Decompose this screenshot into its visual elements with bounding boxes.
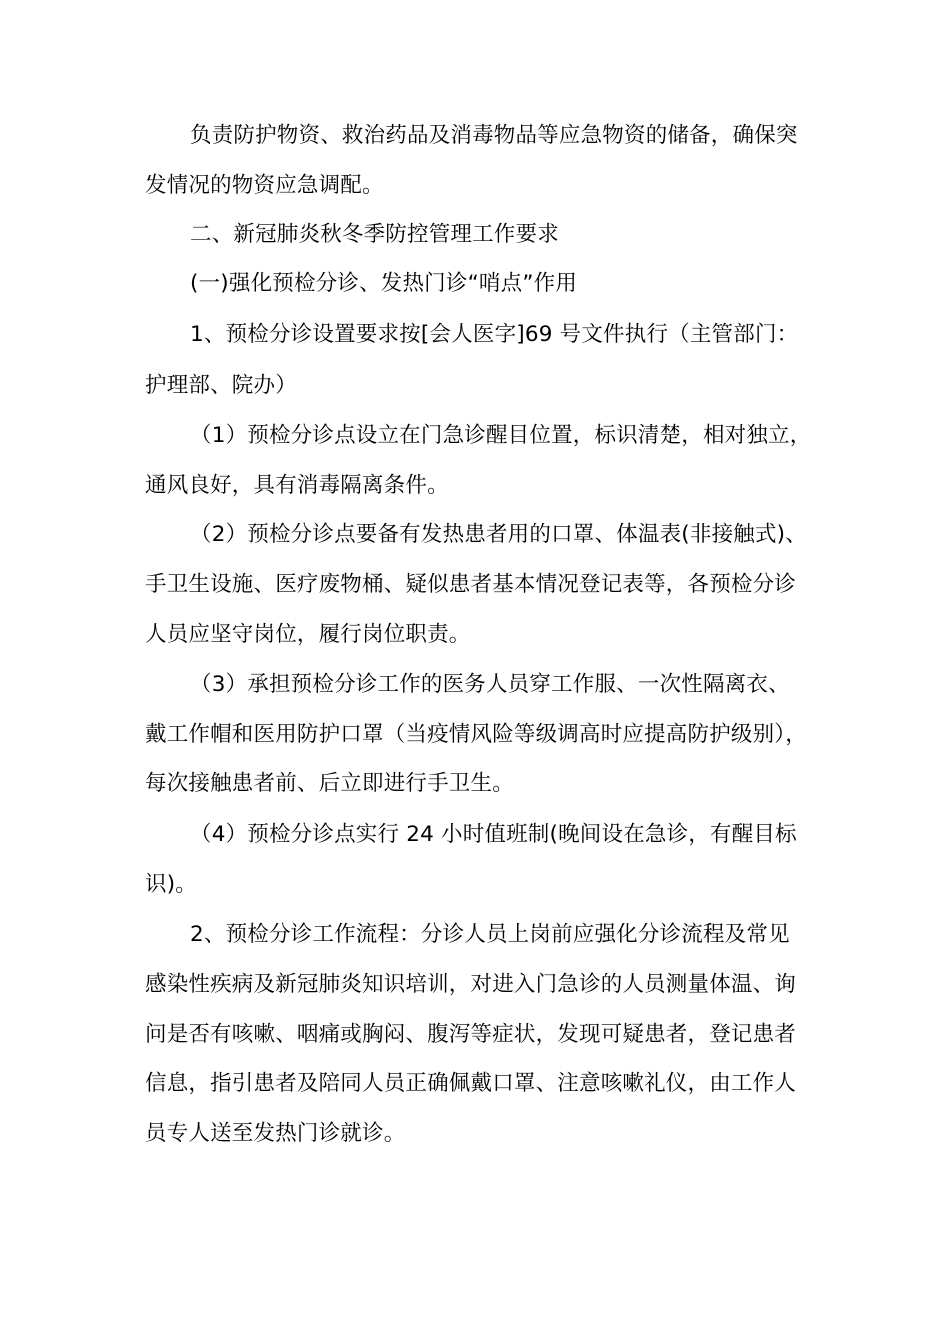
text-line: 员专人送至发热门诊就诊。	[145, 1121, 406, 1146]
text-line: 通风良好，具有消毒隔离条件。	[145, 473, 449, 498]
text-line: 手卫生设施、医疗废物桶、疑似患者基本情况登记表等，各预检分诊	[145, 572, 797, 597]
text-line: 护理部、院办）	[145, 373, 297, 398]
text-line: 信息，指引患者及陪同人员正确佩戴口罩、注意咳嗽礼仪，由工作人	[145, 1071, 797, 1096]
text-line: 人员应坚守岗位，履行岗位职责。	[145, 622, 471, 647]
text-line: （3）承担预检分诊工作的医务人员穿工作服、一次性隔离衣、	[190, 672, 790, 697]
text-line: 发情况的物资应急调配。	[145, 173, 384, 198]
text-line: 识)。	[145, 872, 197, 897]
text-line: （2）预检分诊点要备有发热患者用的口罩、体温表(非接触式)、	[190, 522, 807, 547]
text-line: 2、预检分诊工作流程：分诊人员上岗前应强化分诊流程及常见	[190, 922, 790, 947]
text-line: 1、预检分诊设置要求按[会人医字]69 号文件执行（主管部门：	[190, 322, 799, 347]
text-line: （4）预检分诊点实行 24 小时值班制(晚间设在急诊，有醒目标	[190, 822, 797, 847]
text-line: 戴工作帽和医用防护口罩（当疫情风险等级调高时应提高防护级别），	[145, 722, 807, 747]
text-line: 感染性疾病及新冠肺炎知识培训，对进入门急诊的人员测量体温、询	[145, 972, 797, 997]
section-heading: 二、新冠肺炎秋冬季防控管理工作要求	[190, 222, 559, 247]
text-line: 每次接触患者前、后立即进行手卫生。	[145, 771, 514, 796]
subsection-heading: (一)强化预检分诊、发热门诊“哨点”作用	[190, 271, 578, 296]
text-line: （1）预检分诊点设立在门急诊醒目位置，标识清楚，相对独立，	[190, 423, 812, 448]
text-line: 问是否有咳嗽、咽痛或胸闷、腹泻等症状，发现可疑患者，登记患者	[145, 1022, 797, 1047]
text-line: 负责防护物资、救治药品及消毒物品等应急物资的储备，确保突	[190, 123, 798, 148]
